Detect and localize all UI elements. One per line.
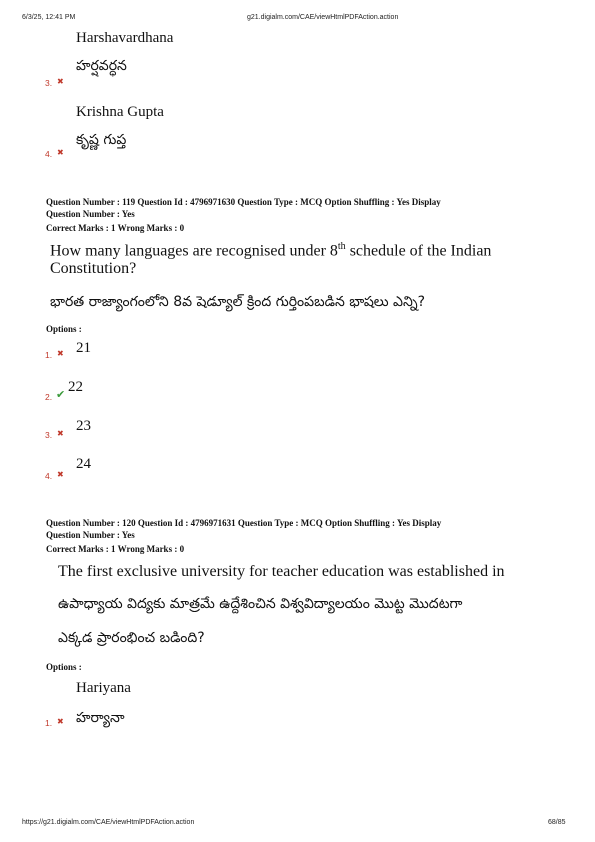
q119-question-telugu: భారత రాజ్యాంగంలోని 8వ షెడ్యూల్ క్రింద గుర్తింపబడిన భాషలు ఎన్ని? <box>50 294 426 310</box>
cross-icon: ✖ <box>57 470 64 479</box>
option-4-english: Krishna Gupta <box>76 104 164 120</box>
q119-options-label: Options : <box>46 324 82 334</box>
q120-option-1-number: 1. <box>45 718 53 728</box>
q120-option-1-english: Hariyana <box>76 680 131 696</box>
cross-icon: ✖ <box>57 77 64 86</box>
q119-question-english-line2: Constitution? <box>50 260 137 277</box>
q119-question-text-pre: How many languages are recognised under 8 <box>50 242 338 260</box>
cross-icon: ✖ <box>57 148 64 157</box>
q119-option-2-text: 22 <box>68 379 83 395</box>
q119-option-2-number: 2. <box>45 392 53 402</box>
q119-marks: Correct Marks : 1 Wrong Marks : 0 <box>46 223 185 233</box>
q119-meta-line1: Question Number : 119 Question Id : 4796971630 Question Type : MCQ Option Shuffling : Yes Display <box>46 197 441 207</box>
print-datetime: 6/3/25, 12:41 PM <box>22 14 76 21</box>
q119-question-text-post: schedule of the Indian <box>345 242 492 260</box>
q120-question-telugu-line1: ఉపాధ్యాయ విద్యకు మాత్రమే ఉద్దేశించిన విశ్వవిద్యాలయం మొట్ట మొదటగా <box>58 596 463 612</box>
q120-options-label: Options : <box>46 662 82 672</box>
option-3-telugu: హర్షవర్ధన <box>76 58 127 74</box>
cross-icon: ✖ <box>57 717 64 726</box>
option-3-english: Harshavardhana <box>76 30 174 46</box>
q119-option-3-text: 23 <box>76 418 91 434</box>
page-number: 68/85 <box>548 819 566 826</box>
print-url: g21.digialm.com/CAE/viewHtmlPDFAction.action <box>247 14 399 21</box>
footer-url: https://g21.digialm.com/CAE/viewHtmlPDFAction.action <box>22 819 195 826</box>
q120-marks: Correct Marks : 1 Wrong Marks : 0 <box>46 544 185 554</box>
q119-option-4-number: 4. <box>45 471 53 481</box>
q120-meta-line1: Question Number : 120 Question Id : 4796971631 Question Type : MCQ Option Shuffling : Yes Display <box>46 518 442 528</box>
cross-icon: ✖ <box>57 349 64 358</box>
q119-option-1-number: 1. <box>45 350 53 360</box>
option-3-number: 3. <box>45 78 53 88</box>
q120-meta-line2: Question Number : Yes <box>46 530 135 540</box>
q119-option-4-text: 24 <box>76 456 91 472</box>
q119-question-sup: th <box>337 241 346 252</box>
q119-meta-line2: Question Number : Yes <box>46 209 135 219</box>
option-4-number: 4. <box>45 149 53 159</box>
q119-option-1-text: 21 <box>76 340 91 356</box>
q120-question-english: The first exclusive university for teacher education was established in <box>58 563 505 580</box>
q119-option-3-number: 3. <box>45 430 53 440</box>
checkmark-icon: ✔ <box>56 388 66 401</box>
q120-option-1-telugu: హర్యానా <box>76 710 125 726</box>
q120-question-telugu-line2: ఎక్కడ ప్రారంభించ బడింది? <box>58 630 205 646</box>
cross-icon: ✖ <box>57 429 64 438</box>
option-4-telugu: కృష్ణ గుప్త <box>76 132 127 148</box>
